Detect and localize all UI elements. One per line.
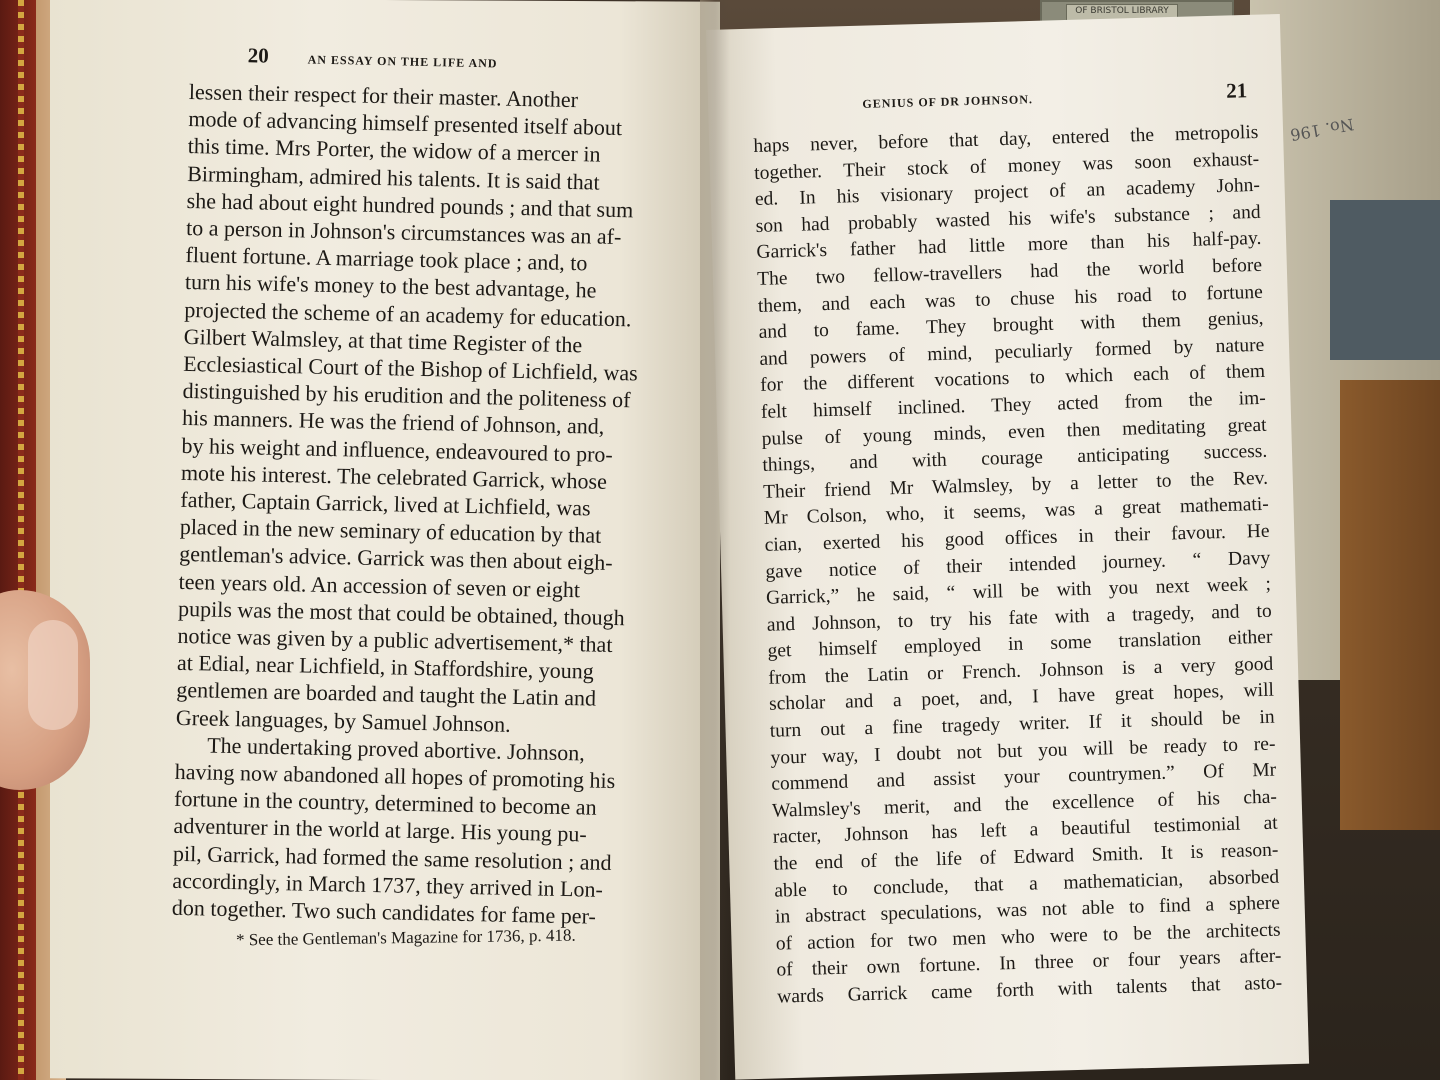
text-line: accordingly, in March 1737, they arrived in Lon- xyxy=(172,867,604,902)
text-line: pulse of young minds, even then meditating great xyxy=(761,414,1267,450)
text-line: in abstract speculations, was not able to find a sphere xyxy=(774,892,1281,928)
text-line: from the Latin or French. Johnson is a very good xyxy=(768,653,1274,689)
text-line: don together. Two such candidates for fame per- xyxy=(171,894,597,929)
text-line: distinguished by his erudition and the politeness of xyxy=(182,378,631,413)
text-line: felt himself inclined. They acted from the im- xyxy=(760,387,1267,423)
text-line: pupils was the most that could be obtained, though xyxy=(177,595,625,631)
running-head-left: AN ESSAY ON THE LIFE AND xyxy=(307,52,498,71)
spine-number: No. 196 xyxy=(1288,114,1356,145)
text-line: Mr Colson, who, it seems, was a great mathemati- xyxy=(763,494,1270,530)
text-line: gentlemen are boarded and taught the Latin and xyxy=(176,677,597,712)
text-line: by his weight and influence, endeavoured to pro- xyxy=(181,432,614,467)
page-number-right: 21 xyxy=(1225,78,1248,103)
text-line: racter, Johnson has left a beautiful testimonial at xyxy=(772,813,1278,849)
text-line: The undertaking proved abortive. Johnson, xyxy=(207,732,586,766)
background-wood xyxy=(1340,380,1440,830)
text-line: to a person in Johnson's circumstances was an af- xyxy=(185,214,622,250)
text-line: Their friend Mr Walmsley, by a letter to the Rev. xyxy=(762,467,1269,503)
text-line: fluent fortune. A marriage took place ; and, to xyxy=(185,242,588,276)
text-line: them, and each was to chuse his road to fortune xyxy=(757,281,1264,317)
text-line: Garrick's father had little more than his half-pay. xyxy=(756,228,1262,264)
text-line: adventurer in the world at large. His young pu- xyxy=(173,813,587,847)
text-line: things, and with courage anticipating success. xyxy=(762,440,1268,476)
text-line: gentleman's advice. Garrick was then about eigh- xyxy=(179,541,613,576)
running-head-right: GENIUS OF DR JOHNSON. xyxy=(862,92,1034,111)
thumb-nail xyxy=(28,620,78,730)
text-line: son had probably wasted his wife's substance ; and xyxy=(755,201,1261,237)
text-line: turn his wife's money to the best advantage, he xyxy=(184,269,597,303)
text-line: and Johnson, to try his fate with a tragedy, and to xyxy=(766,600,1272,636)
text-line: the end of the life of Edward Smith. It is reason- xyxy=(773,839,1279,875)
text-line: pil, Garrick, had formed the same resolution ; and xyxy=(172,840,612,875)
text-line: wards Garrick came forth with talents that asto- xyxy=(776,972,1283,1008)
text-line: get himself employed in some translation either xyxy=(767,626,1273,663)
text-line: this time. Mrs Porter, the widow of a mercer in xyxy=(187,133,601,168)
library-label: OF BRISTOL LIBRARY xyxy=(1066,4,1178,36)
text-line: able to conclude, that a mathematician, absorbed xyxy=(774,866,1280,902)
text-line: of action for two men who were to be the architects xyxy=(775,919,1281,955)
text-line: Walmsley's merit, and the excellence of his cha- xyxy=(771,786,1278,822)
text-line: your way, I doubt not but you will be ready to re- xyxy=(770,733,1276,769)
text-line: notice was given by a public advertisement,* that xyxy=(177,622,613,658)
text-line: Gilbert Walmsley, at that time Register of the xyxy=(183,323,583,358)
left-page-body xyxy=(172,78,700,932)
text-line: having now abandoned all hopes of promoting his xyxy=(174,758,616,794)
footnote: * See the Gentleman's Magazine for 1736, p. 418. xyxy=(235,925,576,950)
text-line: gave notice of their intended journey. “ Davy xyxy=(765,547,1271,583)
text-line: father, Captain Garrick, lived at Lichfield, was xyxy=(180,486,591,521)
text-line: mote his interest. The celebrated Garrick, whose xyxy=(180,459,608,494)
text-line: together. Their stock of money was soon exhaust- xyxy=(753,148,1260,184)
text-line: Garrick,” he said, “ will be with you next week ; xyxy=(765,573,1272,609)
gilt-border xyxy=(18,0,24,1080)
right-page-text xyxy=(752,78,1282,1011)
text-line: his manners. He was the friend of Johnson, and, xyxy=(181,405,605,440)
text-line: scholar and a poet, and, I have great hopes, will xyxy=(768,680,1275,716)
text-line: turn out a fine tragedy writer. If it should be in xyxy=(769,706,1275,742)
text-line: teen years old. An accession of seven or eight xyxy=(178,568,581,602)
text-line: Ecclesiastical Court of the Bishop of Lichfield, was xyxy=(183,350,638,386)
text-line: of their own fortune. In three or four years after- xyxy=(776,945,1282,982)
page-number-left: 20 xyxy=(247,43,269,68)
text-line: commend and assist your countrymen.” Of Mr xyxy=(771,759,1277,795)
text-line: she had about eight hundred pounds ; and that sum xyxy=(186,187,634,223)
text-line: for the different vocations to which each of them xyxy=(759,361,1266,397)
text-line: Birmingham, admired his talents. It is said that xyxy=(186,160,600,195)
text-line: The two fellow-travellers had the world before xyxy=(756,254,1263,290)
text-line: haps never, before that day, entered the metropolis xyxy=(753,121,1259,157)
left-page-text xyxy=(172,42,700,932)
text-line: projected the scheme of an academy for education. xyxy=(184,296,632,331)
text-line: Greek languages, by Samuel Johnson. xyxy=(175,704,511,737)
text-line: ed. In his visionary project of an academy John- xyxy=(754,175,1261,211)
text-line: placed in the new seminary of education by that xyxy=(179,514,602,548)
text-line: at Edial, near Lichfield, in Staffordshire, young xyxy=(176,650,595,684)
text-line: fortune in the country, determined to become an xyxy=(173,786,597,820)
background-spine xyxy=(1330,200,1440,360)
text-line: cian, exerted his good offices in their favour. He xyxy=(764,520,1270,556)
text-line: and to fame. They brought with them genius, xyxy=(758,307,1264,344)
text-line: mode of advancing himself presented itself about xyxy=(188,106,623,141)
book-gutter xyxy=(700,0,730,1080)
text-line: lessen their respect for their master. Another xyxy=(188,78,579,113)
text-line: and powers of mind, peculiarly formed by nature xyxy=(759,334,1265,370)
right-page-body xyxy=(753,120,1282,1011)
